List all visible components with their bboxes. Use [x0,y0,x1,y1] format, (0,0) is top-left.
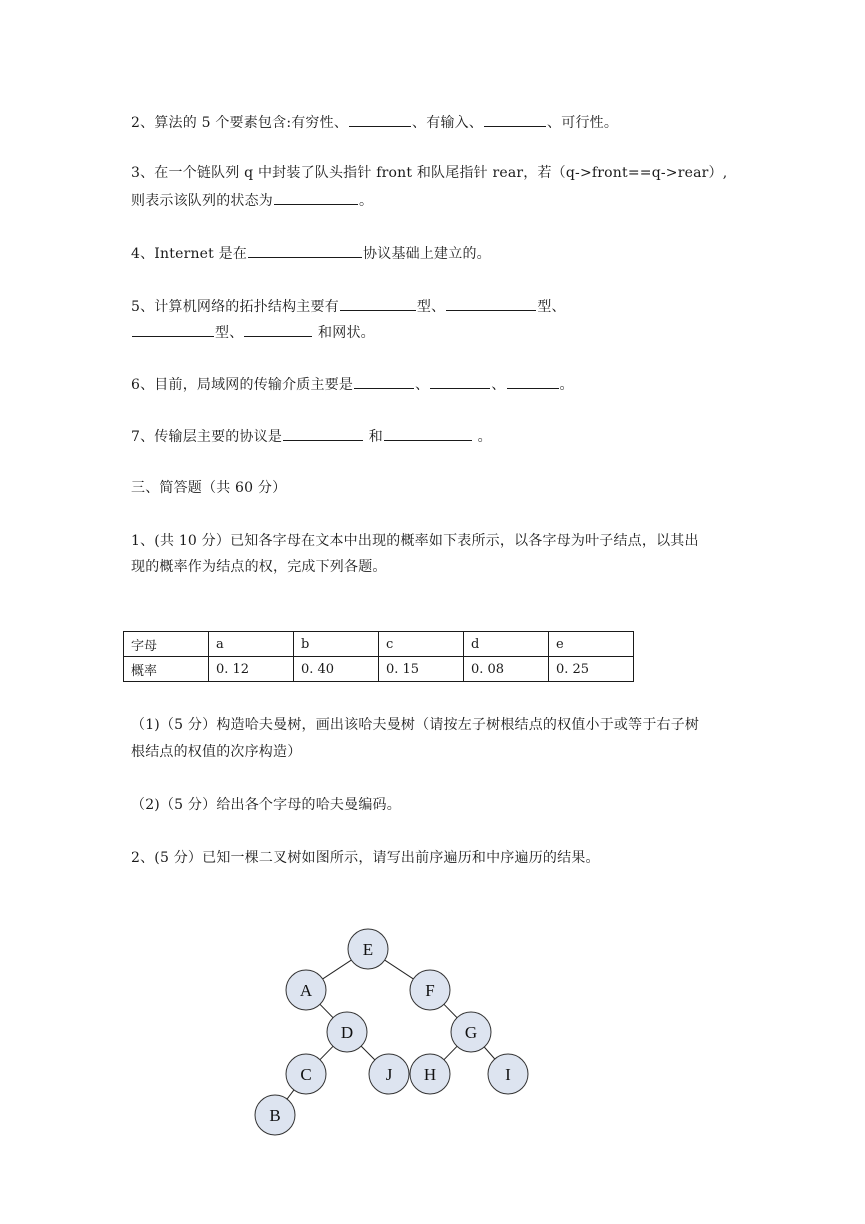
tree-edge-F-G [444,1004,457,1017]
tree-node-label: E [362,940,374,959]
question-text: 7、传输层主要的协议是 [131,429,283,445]
question-text: 算法的 5 个要素包含:有穷性、 [154,115,349,131]
table-cell: c [379,632,464,657]
question-text: 4、Internet 是在 [131,246,248,262]
tree-edge-E-A [323,960,352,979]
tree-node-label: G [464,1023,478,1042]
problem-1-part-1-line-2: 根结点的权值的次序构造） [131,744,302,760]
tree-node-label: A [299,981,313,1000]
problem-2: 2、(5 分）已知一棵二叉树如图所示，请写出前序遍历和中序遍历的结果。 [131,850,600,866]
table-cell: 0. 25 [549,657,634,682]
problem-1-line-2: 现的概率作为结点的权，完成下列各题。 [131,559,387,575]
problem-1-line-1: 1、(共 10 分）已知各字母在文本中出现的概率如下表所示，以各字母为叶子结点，以其出 [131,533,699,549]
tree-node-label: F [425,981,435,1000]
tree-edge-C-B [287,1090,294,1099]
question-text: 、 [415,377,430,393]
question-number: 2、 [131,115,155,131]
question-text: 5、计算机网络的拓扑结构主要有 [131,299,339,315]
question-text: 协议基础上建立的。 [363,246,491,262]
question-text: 。 [559,377,574,393]
question-text: 6、目前，局域网的传输介质主要是 [131,377,354,393]
tree-node-label: H [423,1065,437,1084]
question-text: 。 [359,193,374,209]
table-cell: d [464,632,549,657]
question-text: 、 [491,377,506,393]
tree-edge-D-C [320,1046,333,1059]
tree-node-G [451,1012,491,1052]
tree-node-I [488,1054,528,1094]
question-text: 、可行性。 [547,115,619,131]
tree-node-B [255,1095,295,1135]
tree-node-C [286,1054,326,1094]
table-cell: a [209,632,294,657]
question-text: 。 [472,429,492,445]
section-heading: 三、简答题（共 60 分） [131,480,287,496]
table-cell: 0. 08 [464,657,549,682]
tree-node-label: J [385,1065,393,1084]
tree-node-label: I [505,1065,511,1084]
tree-node-label: B [269,1106,281,1125]
tree-node-label: D [340,1023,354,1042]
problem-1-part-1-line-1: （1)（5 分）构造哈夫曼树，画出该哈夫曼树（请按左子树根结点的权值小于或等于右子树 [131,717,700,733]
question-text: 和 [364,429,383,445]
tree-node-J [369,1054,409,1094]
question-text: 型、 [215,325,244,341]
table-cell: 0. 15 [379,657,464,682]
tree-node-label: C [300,1065,312,1084]
tree-edge-E-F [385,960,414,979]
table-cell: b [294,632,379,657]
problem-1-part-2: （2)（5 分）给出各个字母的哈夫曼编码。 [131,797,401,813]
table-cell: 0. 40 [294,657,379,682]
question-3-line-1: 3、在一个链队列 q 中封装了队头指针 front 和队尾指针 rear，若（q->front==q->rear）, [131,165,728,181]
tree-edge-G-H [444,1046,457,1059]
tree-edge-G-I [484,1047,495,1059]
table-cell: 概率 [124,657,209,682]
tree-edge-A-D [320,1004,333,1017]
tree-node-D [327,1012,367,1052]
tree-node-H [410,1054,450,1094]
table-cell: e [549,632,634,657]
question-text: 则表示该队列的状态为 [131,193,273,209]
table-cell: 0. 12 [209,657,294,682]
tree-node-A [286,970,326,1010]
question-text: 和网状。 [313,325,375,341]
tree-node-F [410,970,450,1010]
question-text: 型、 [416,299,446,315]
question-text: 、有输入、 [412,115,484,131]
table-cell: 字母 [124,632,209,657]
tree-node-E [348,929,388,969]
tree-edge-D-J [361,1046,375,1060]
question-text: 型、 [537,299,566,315]
